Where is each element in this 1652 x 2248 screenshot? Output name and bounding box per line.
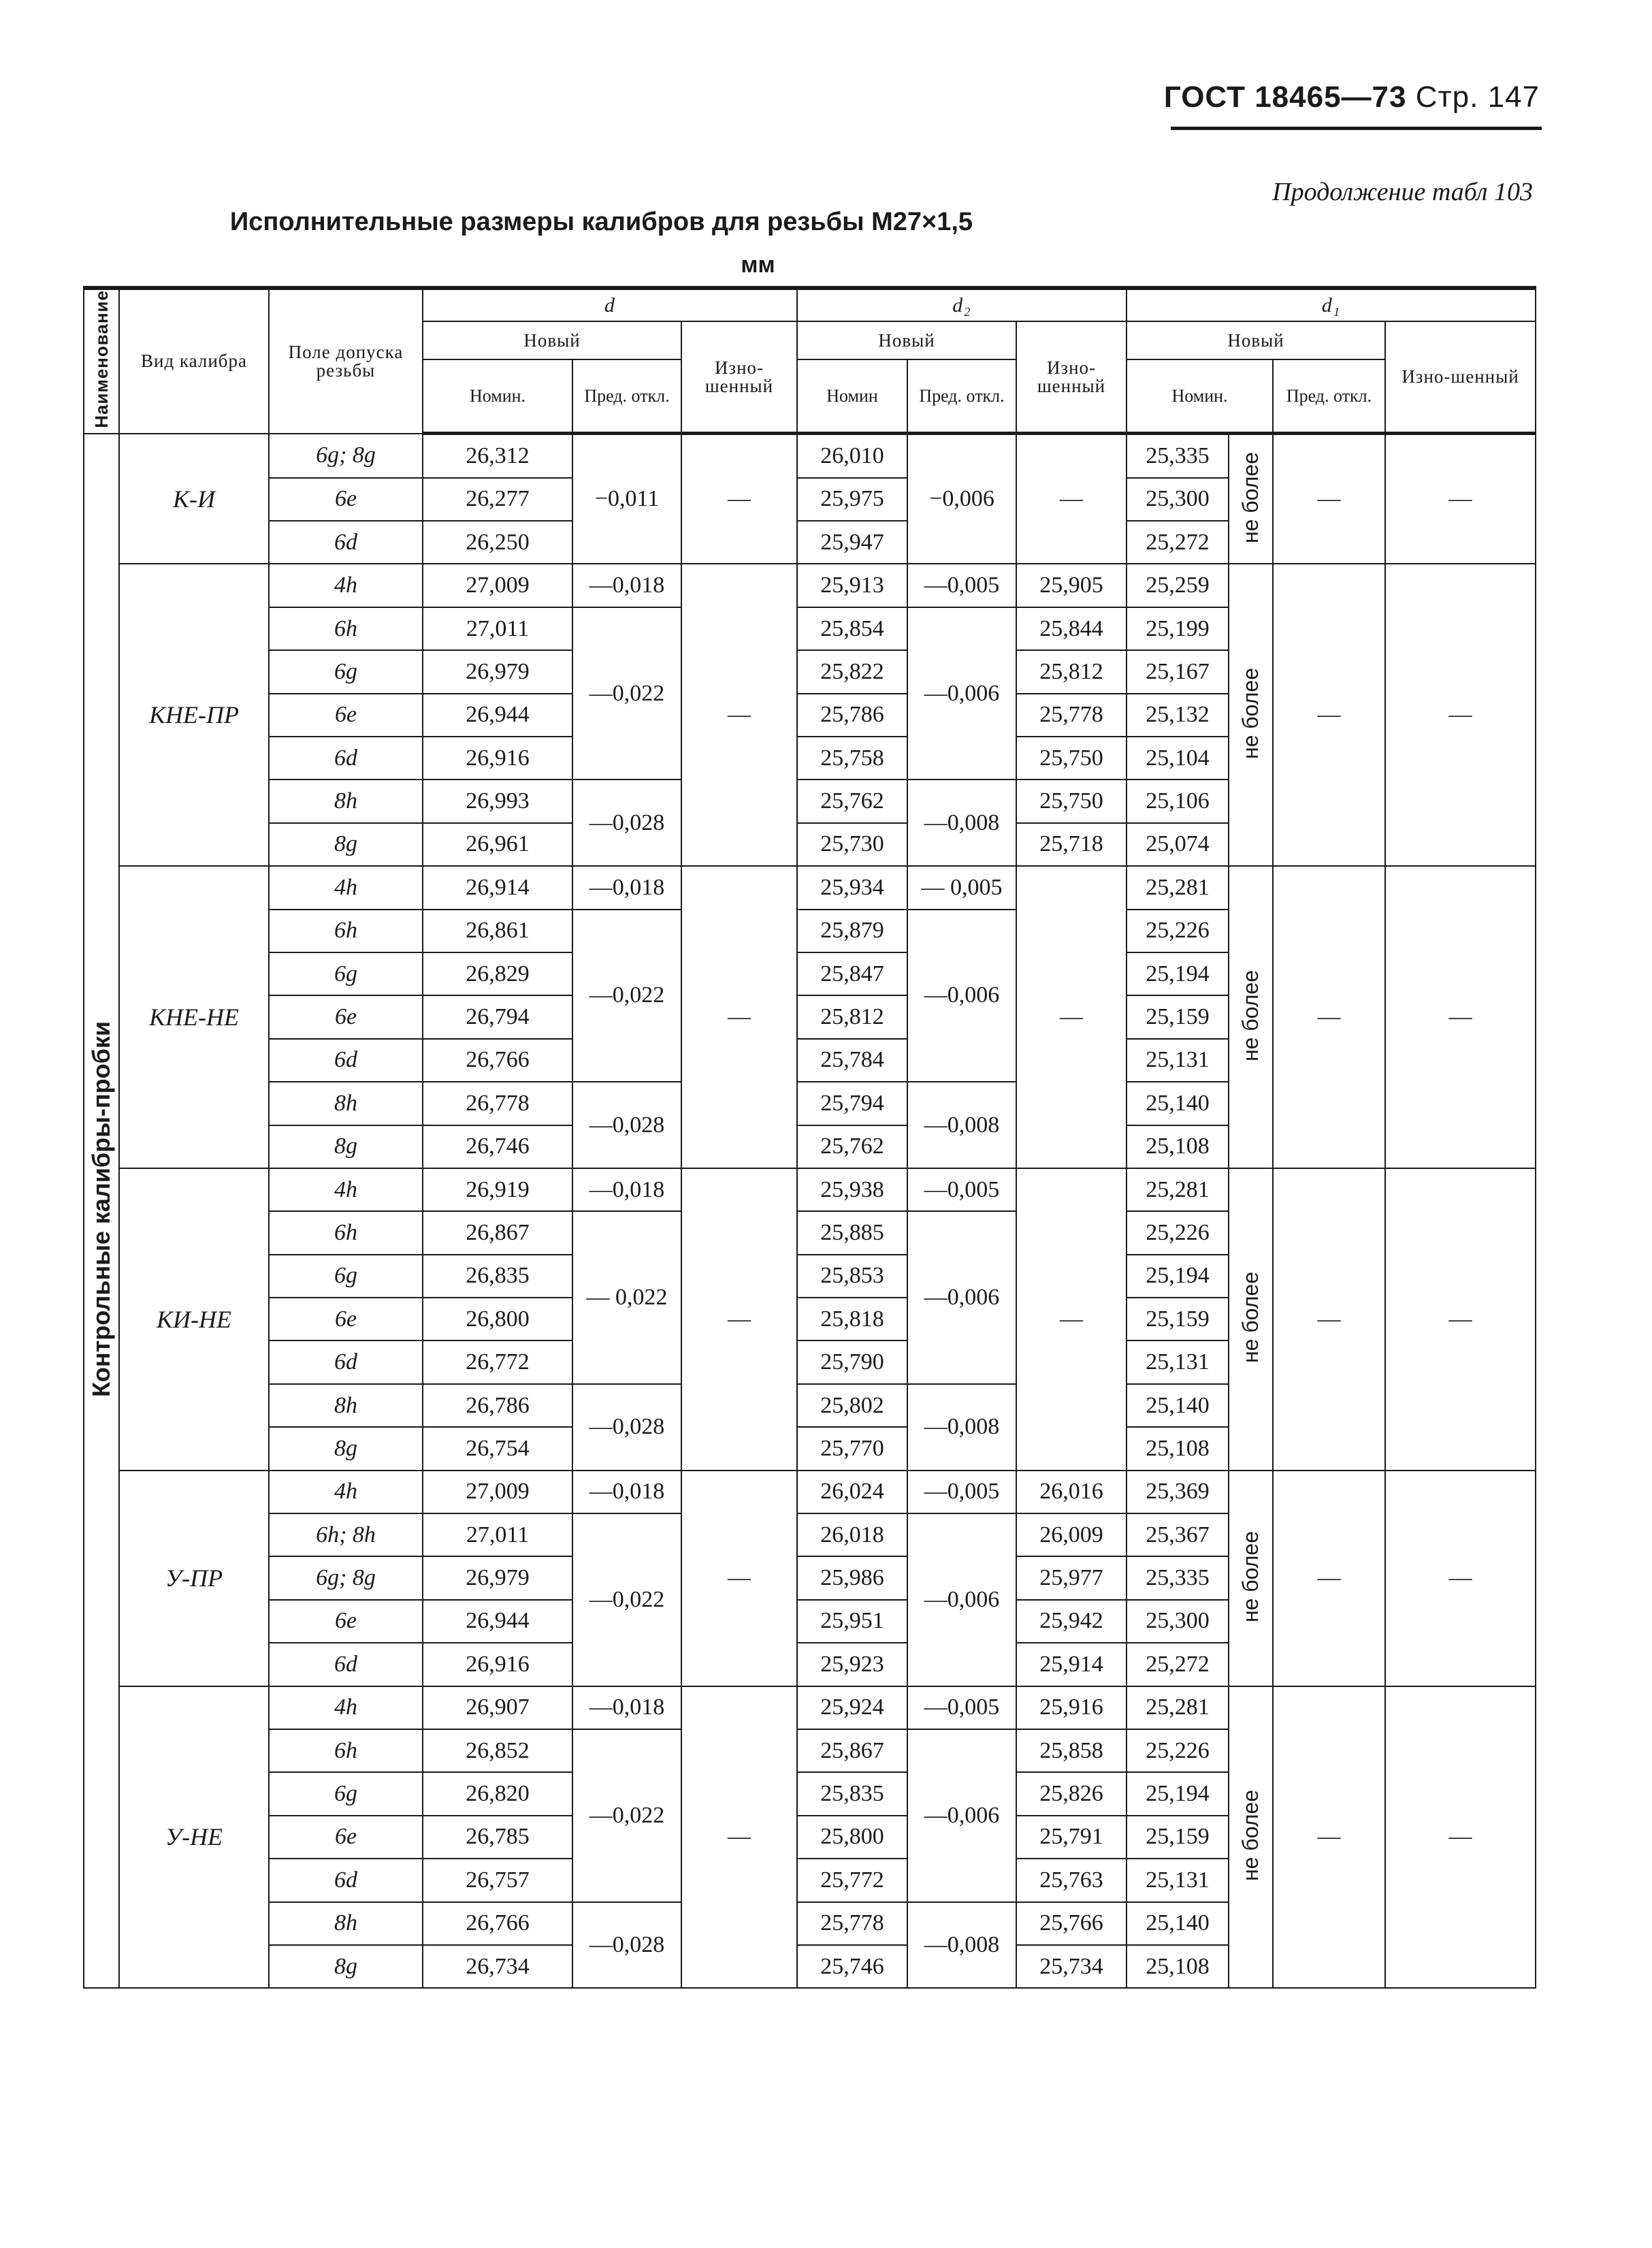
d2-nominal: 25,794 [797,1082,907,1125]
d2-nominal: 25,879 [797,910,907,952]
d1-nominal: 25,159 [1127,1816,1229,1859]
d-nominal: 26,734 [423,1945,572,1988]
tolerance-field: 6h [269,1729,423,1772]
tolerance-field: 6e [269,995,423,1038]
d2-worn: 25,942 [1016,1600,1127,1643]
d1-nominal: 25,281 [1127,1168,1229,1211]
d2-nominal: 26,010 [797,434,907,478]
page-header [1164,80,1540,114]
d2-nominal: 25,885 [797,1211,907,1254]
table-row [84,1686,1536,1729]
tolerance-field: 6g [269,650,423,693]
d2-new-header: Новый [797,321,1016,359]
d-nominal: 26,916 [423,737,572,780]
header-rule [1171,127,1542,130]
d-nominal: 26,916 [423,1643,572,1686]
d1-not-more: не более [1229,1168,1273,1471]
tolerance-field: 8g [269,1125,423,1168]
d-nominal: 26,961 [423,823,572,866]
d2-worn: 25,734 [1016,1945,1127,1988]
d2-worn: 25,916 [1016,1686,1127,1729]
d2-deviation: —0,005 [907,1686,1016,1729]
tolerance-field: 6d [269,1859,423,1901]
tolerance-field: 6h [269,910,423,952]
d2-worn: — [1016,866,1127,1168]
tolerance-field: 6d [269,737,423,780]
d-deviation: —0,022 [572,910,681,1082]
d2-deviation: —0,006 [907,1513,1016,1686]
d-nominal: 27,011 [423,1513,572,1556]
d2-worn: 25,750 [1016,737,1127,780]
d-nominal: 26,944 [423,694,572,737]
d-nominal: 26,766 [423,1039,572,1082]
d1-nominal: 25,159 [1127,995,1229,1038]
d-deviation: —0,028 [572,780,681,866]
d1-nominal: 25,131 [1127,1039,1229,1082]
tolerance-field: 6g; 8g [269,1556,423,1599]
d1-nominal: 25,194 [1127,1255,1229,1298]
page-number: Стр. 147 [1415,80,1540,114]
d-nominal: 26,835 [423,1255,572,1298]
d2-deviation: —0,005 [907,1471,1016,1513]
d2-nominal: 25,975 [797,478,907,521]
d1-not-more: не более [1229,1471,1273,1686]
d-worn: — [681,564,797,866]
d2-deviation: —0,006 [907,910,1016,1082]
d-worn: — [681,1686,797,1989]
d2-worn: 25,812 [1016,650,1127,693]
d1-worn: — [1385,564,1536,866]
tolerance-field: 8g [269,1945,423,1988]
d2-nominal: 25,784 [797,1039,907,1082]
d2-worn: 25,791 [1016,1816,1127,1859]
d2-worn: 25,977 [1016,1556,1127,1599]
d1-deviation: — [1273,866,1385,1168]
d-nominal: 26,993 [423,780,572,822]
gauge-kind: У-НЕ [119,1686,269,1989]
d2-deviation: —0,006 [907,1729,1016,1902]
d-nominal: 27,009 [423,564,572,607]
d2-deviation: —0,006 [907,607,1016,780]
d-nominal: 26,829 [423,952,572,995]
d-worn: — [681,1168,797,1471]
d2-nomin-header: Номин [797,359,907,434]
d-nominal: 26,800 [423,1298,572,1340]
table-row [84,1168,1536,1211]
d2-nominal: 25,772 [797,1859,907,1901]
d2-nominal: 25,923 [797,1643,907,1686]
d-nominal: 26,979 [423,1556,572,1599]
table-continuation-note: Продолжение табл 103 [1272,178,1533,206]
d-deviation: −0,011 [572,434,681,564]
gauge-kind: КИ-НЕ [119,1168,269,1471]
d2-deviation: —0,008 [907,780,1016,866]
d2-deviation: —0,006 [907,1211,1016,1384]
tolerance-field: 6d [269,521,423,564]
tolerance-field: 6g [269,1772,423,1815]
d1-worn: — [1385,1686,1536,1989]
tolerance-field: 6h [269,607,423,650]
d1-nominal: 25,226 [1127,1729,1229,1772]
d1-nominal: 25,132 [1127,694,1229,737]
tolerance-field: 6g [269,1255,423,1298]
d-worn: — [681,1471,797,1686]
d2-worn: 26,009 [1016,1513,1127,1556]
d-deviation: —0,022 [572,1729,681,1902]
d1-deviation: — [1273,564,1385,866]
d-worn: — [681,434,797,564]
d1-nominal: 25,140 [1127,1384,1229,1427]
d2-worn: 25,844 [1016,607,1127,650]
d2-worn: 25,763 [1016,1859,1127,1901]
d2-worn: 25,826 [1016,1772,1127,1815]
d1-nominal: 25,140 [1127,1902,1229,1945]
d-worn-header: Изно-шенный [681,321,797,434]
table-row [84,1471,1536,1513]
d2-deviation: —0,008 [907,1384,1016,1471]
d1-nominal: 25,226 [1127,910,1229,952]
d2-nominal: 25,854 [797,607,907,650]
d2-nominal: 25,818 [797,1298,907,1340]
d2-worn: 25,766 [1016,1902,1127,1945]
d2-deviation: —0,005 [907,564,1016,607]
d1-worn: — [1385,1168,1536,1471]
d1-nominal: 25,106 [1127,780,1229,822]
d-dev-header: Пред. откл. [572,359,681,434]
d2-nominal: 25,951 [797,1600,907,1643]
d1-nominal: 25,281 [1127,1686,1229,1729]
tolerance-field: 6e [269,1298,423,1340]
d1-nominal: 25,335 [1127,434,1229,478]
d-deviation: —0,018 [572,1168,681,1211]
d1-nominal: 25,300 [1127,478,1229,521]
d-deviation: —0,022 [572,607,681,780]
tolerance-field: 6e [269,1600,423,1643]
table-row [84,866,1536,909]
d1-deviation: — [1273,1471,1385,1686]
d-nominal: 26,757 [423,1859,572,1901]
tolerance-field: 4h [269,1686,423,1729]
d-nominal: 26,786 [423,1384,572,1427]
d1-not-more: не более [1229,434,1273,564]
d-deviation: —0,028 [572,1902,681,1989]
d2-worn: 25,750 [1016,780,1127,822]
d-deviation: —0,018 [572,1471,681,1513]
d1-nominal: 25,159 [1127,1298,1229,1340]
d2-deviation: —0,008 [907,1082,1016,1168]
d2-nominal: 25,913 [797,564,907,607]
d-nominal: 27,009 [423,1471,572,1513]
tolerance-field: 6g [269,952,423,995]
d2-nominal: 25,847 [797,952,907,995]
d2-nominal: 25,730 [797,823,907,866]
d2-dev-header: Пред. откл. [907,359,1016,434]
d2-deviation: — 0,005 [907,866,1016,909]
tolerance-field: 6d [269,1039,423,1082]
d2-nominal: 26,018 [797,1513,907,1556]
d-worn: — [681,866,797,1168]
d2-nominal: 25,800 [797,1816,907,1859]
d2-nominal: 25,986 [797,1556,907,1599]
d1-not-more: не более [1229,1686,1273,1989]
d1-deviation: — [1273,1686,1385,1989]
d2-worn-header: Изно-шенный [1016,321,1127,434]
d2-nominal: 25,934 [797,866,907,909]
tolerance-field: 8h [269,1082,423,1125]
table-row [84,564,1536,607]
d-nominal: 26,914 [423,866,572,909]
d1-nominal: 25,194 [1127,1772,1229,1815]
d-deviation: —0,018 [572,564,681,607]
d1-dev-header: Пред. откл. [1273,359,1385,434]
d1-nominal: 25,108 [1127,1427,1229,1470]
d2-nominal: 25,853 [797,1255,907,1298]
tolerance-field: 8h [269,1384,423,1427]
d2-deviation: —0,005 [907,1168,1016,1211]
d1-deviation: — [1273,1168,1385,1471]
tolerance-field: 8g [269,1427,423,1470]
d2-nominal: 25,758 [797,737,907,780]
d1-nominal: 25,074 [1127,823,1229,866]
d-nominal: 26,778 [423,1082,572,1125]
d2-worn: 25,778 [1016,694,1127,737]
d-nominal: 26,794 [423,995,572,1038]
d1-nominal: 25,108 [1127,1125,1229,1168]
d-nominal: 26,944 [423,1600,572,1643]
tolerance-field: 6d [269,1643,423,1686]
naming-header: Наименование [84,288,119,434]
d-header: d [423,288,797,321]
d1-nominal: 25,104 [1127,737,1229,780]
d1-worn-header: Изно-шенный [1385,321,1536,434]
d1-nominal: 25,226 [1127,1211,1229,1254]
d1-nominal: 25,367 [1127,1513,1229,1556]
d2-nominal: 25,762 [797,1125,907,1168]
d2-nominal: 25,790 [797,1340,907,1383]
d1-nominal: 25,194 [1127,952,1229,995]
d1-worn: — [1385,866,1536,1168]
standard-number: ГОСТ 18465—73 [1163,80,1407,114]
tolerance-field: 6g; 8g [269,434,423,478]
d1-nominal: 25,199 [1127,607,1229,650]
tolerance-field: 6d [269,1340,423,1383]
d-nominal: 26,919 [423,1168,572,1211]
d1-nominal: 25,108 [1127,1945,1229,1988]
gauge-kind: У-ПР [119,1471,269,1686]
d-nominal: 26,772 [423,1340,572,1383]
field-header: Поле допуска резьбы [269,288,423,434]
tolerance-field: 6h; 8h [269,1513,423,1556]
d1-nominal: 25,272 [1127,1643,1229,1686]
d2-nominal: 25,924 [797,1686,907,1729]
d1-worn: — [1385,434,1536,564]
group-label: Контрольные калибры-пробки [84,434,119,1989]
table-row [84,434,1536,478]
d-deviation: —0,018 [572,1686,681,1729]
d1-nominal: 25,131 [1127,1859,1229,1901]
d-nominal: 26,766 [423,1902,572,1945]
d1-nominal: 25,281 [1127,866,1229,909]
d-nominal: 26,979 [423,650,572,693]
d-deviation: —0,028 [572,1384,681,1471]
d-nominal: 26,867 [423,1211,572,1254]
table-caption: Исполнительные размеры калибров для резьбы М27×1,5 [229,208,973,236]
d1-nominal: 25,167 [1127,650,1229,693]
tolerance-field: 8h [269,780,423,822]
d-nominal: 26,820 [423,1772,572,1815]
d2-nominal: 25,786 [797,694,907,737]
d2-nominal: 25,938 [797,1168,907,1211]
d1-nominal: 25,131 [1127,1340,1229,1383]
d2-header: d₂ [797,288,1127,321]
d1-nominal: 25,140 [1127,1082,1229,1125]
d2-deviation: —0,008 [907,1902,1016,1989]
gauge-dimensions-table [83,286,1536,1989]
d2-nominal: 25,835 [797,1772,907,1815]
tolerance-field: 6e [269,1816,423,1859]
d1-nominal: 25,300 [1127,1600,1229,1643]
d2-nominal: 25,778 [797,1902,907,1945]
d2-deviation: −0,006 [907,434,1016,564]
d-new-header: Новый [423,321,681,359]
d2-worn: 25,858 [1016,1729,1127,1772]
d-nomin-header: Номин. [423,359,572,434]
d1-nomin-header: Номин. [1127,359,1273,434]
d-nominal: 26,907 [423,1686,572,1729]
table-units: мм [741,252,775,278]
tolerance-field: 6e [269,478,423,521]
d1-nominal: 25,369 [1127,1471,1229,1513]
tolerance-field: 4h [269,1471,423,1513]
tolerance-field: 4h [269,866,423,909]
tolerance-field: 8g [269,823,423,866]
d2-worn: 25,905 [1016,564,1127,607]
d-nominal: 27,011 [423,607,572,650]
tolerance-field: 4h [269,1168,423,1211]
d2-worn: — [1016,434,1127,564]
d2-nominal: 25,746 [797,1945,907,1988]
d-deviation: — 0,022 [572,1211,681,1384]
d2-nominal: 25,822 [797,650,907,693]
d2-nominal: 25,770 [797,1427,907,1470]
tolerance-field: 6e [269,694,423,737]
d1-header: d₁ [1127,288,1536,321]
d-nominal: 26,312 [423,434,572,478]
d1-deviation: — [1273,434,1385,564]
gauge-kind: КНЕ-ПР [119,564,269,866]
d2-worn: — [1016,1168,1127,1471]
d1-new-header: Новый [1127,321,1385,359]
d-deviation: —0,018 [572,866,681,909]
tolerance-field: 8h [269,1902,423,1945]
d1-nominal: 25,272 [1127,521,1229,564]
tolerance-field: 6h [269,1211,423,1254]
gauge-kind: КНЕ-НЕ [119,866,269,1168]
d-nominal: 26,785 [423,1816,572,1859]
d-nominal: 26,746 [423,1125,572,1168]
d-nominal: 26,861 [423,910,572,952]
d2-nominal: 25,802 [797,1384,907,1427]
d2-worn: 25,718 [1016,823,1127,866]
gauge-kind: К-И [119,434,269,564]
kind-header: Вид калибра [119,288,269,434]
d2-nominal: 25,867 [797,1729,907,1772]
d2-worn: 26,016 [1016,1471,1127,1513]
d1-nominal: 25,335 [1127,1556,1229,1599]
d1-nominal: 25,259 [1127,564,1229,607]
d2-nominal: 25,762 [797,780,907,822]
d1-not-more: не более [1229,866,1273,1168]
d-nominal: 26,852 [423,1729,572,1772]
d-deviation: —0,028 [572,1082,681,1168]
d1-not-more: не более [1229,564,1273,866]
d1-worn: — [1385,1471,1536,1686]
d2-nominal: 26,024 [797,1471,907,1513]
d2-worn: 25,914 [1016,1643,1127,1686]
d-nominal: 26,277 [423,478,572,521]
d-nominal: 26,250 [423,521,572,564]
d2-nominal: 25,947 [797,521,907,564]
d-nominal: 26,754 [423,1427,572,1470]
d-deviation: —0,022 [572,1513,681,1686]
d2-nominal: 25,812 [797,995,907,1038]
tolerance-field: 4h [269,564,423,607]
